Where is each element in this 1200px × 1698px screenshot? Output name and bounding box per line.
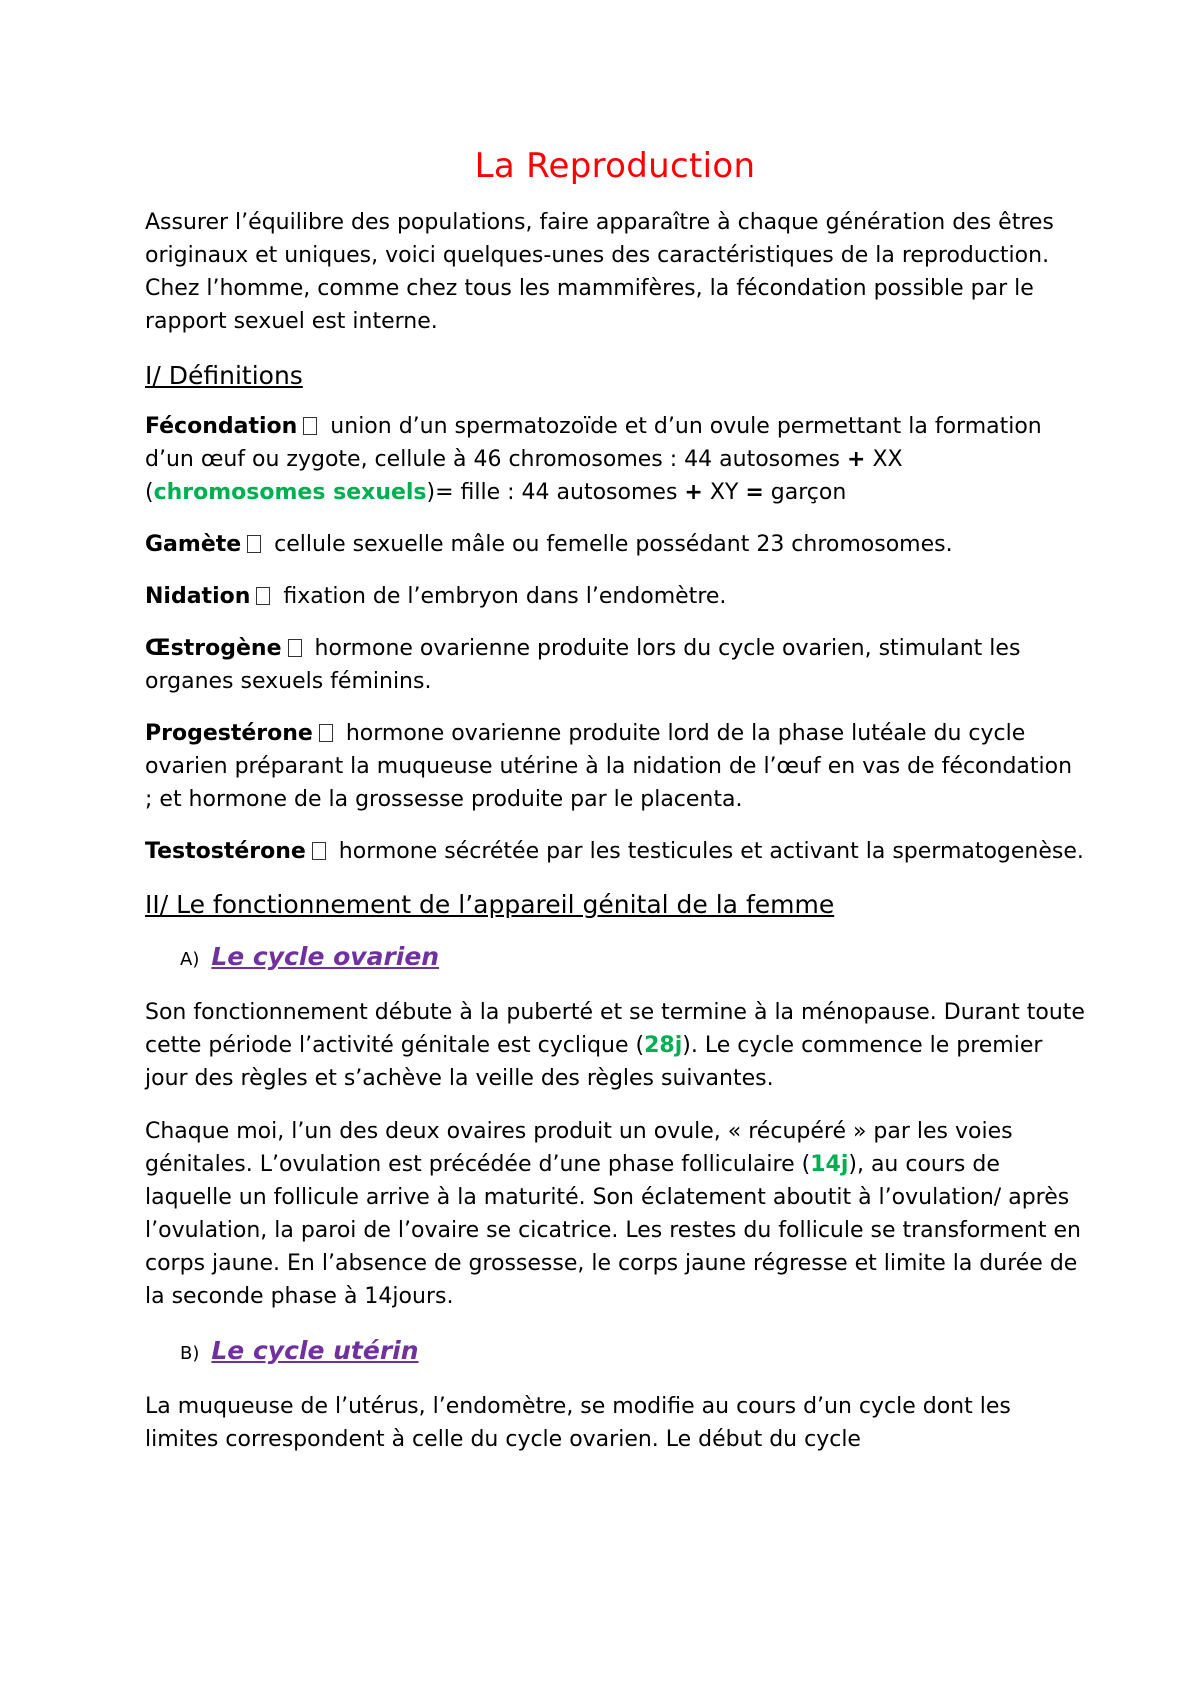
definition-text: XY [702,480,746,505]
page-title: La Reproduction [474,146,756,186]
definition-text: fixation de l’embryon dans l’endomètre. [276,584,727,609]
definition-term: Nidation [145,584,251,609]
definition-text: hormone ovarienne produite lors du cycle ovarien, stimulant les organes sexuels féminins. [145,636,1021,694]
definition-progesterone [145,717,1085,816]
arrow-icon [288,639,302,657]
definition-text: )= fille : 44 autosomes [426,480,685,505]
arrow-icon [247,535,261,553]
definition-nidation [145,580,1085,613]
equals-sign: = [745,480,764,505]
definition-fecondation [145,410,1085,509]
definition-text: cellule sexuelle mâle ou femelle possédant 23 chromosomes. [267,532,953,557]
definition-text: hormone sécrétée par les testicules et activant la spermatogenèse. [331,839,1084,864]
highlight-text: 28j [644,1033,683,1058]
subheading-letter: B) [180,1343,200,1364]
subheading-title: Le cycle utérin [211,1336,419,1365]
section-heading-appareil-genital: II/ Le fonctionnement de l’appareil génital de la femme [145,890,835,919]
definition-text: garçon [763,480,847,505]
cycle-ovarien-paragraph-1 [145,996,1085,1095]
highlight-text: 14j [810,1152,849,1177]
arrow-icon [303,417,317,435]
subheading-title: Le cycle ovarien [211,942,440,971]
definition-text: hormone ovarienne produite lord de la phase lutéale du cycle ovarien préparant la muqueuse utérine à la nidation de l’œuf en vas de fécondation ; et hormone de la grossesse produite par le placenta. [145,721,1073,812]
definition-term: Fécondation [145,414,298,439]
subheading-cycle-uterin [180,1333,1085,1372]
arrow-icon [312,842,326,860]
subheading-letter: A) [180,949,200,970]
section-heading-definitions: I/ Définitions [145,361,303,390]
definition-term: Œstrogène [145,636,282,661]
definition-term: Gamète [145,532,242,557]
highlight-text: chromosomes sexuels [153,480,427,505]
plus-sign: + [847,447,866,472]
definition-term: Testostérone [145,839,306,864]
definition-oestrogene [145,632,1085,698]
document-page [145,130,1085,1476]
definition-text: XX ( [145,447,903,505]
intro-paragraph: Assurer l’équilibre des populations, faire apparaître à chaque génération des êtres originaux et uniques, voici quelques-unes des caractéristiques de la reproduction. Chez l’homme, comme chez tous les mammifères, la fécondation possible par le rapport sexuel est interne. [145,210,1054,334]
subheading-cycle-ovarien [180,939,1085,978]
definition-gamete [145,528,1085,561]
plus-sign: + [684,480,703,505]
arrow-icon [319,724,333,742]
definition-term: Progestérone [145,721,313,746]
cycle-ovarien-paragraph-2 [145,1115,1085,1313]
definition-testosterone [145,835,1085,868]
arrow-icon [256,587,270,605]
cycle-uterin-paragraph-1: La muqueuse de l’utérus, l’endomètre, se modifie au cours d’un cycle dont les limites correspondent à celle du cycle ovarien. Le début du cycle [145,1394,1011,1452]
paragraph-text: Son fonctionnement débute à la puberté et se termine à la ménopause. Durant toute cette période l’activité génitale est cyclique ( [145,1000,1085,1058]
definition-text: union d’un spermatozoïde et d’un ovule permettant la formation d’un œuf ou zygote, cellule à 46 chromosomes : 44 autosomes [145,414,1042,472]
paragraph-text: Chaque moi, l’un des deux ovaires produit un ovule, « récupéré » par les voies génitales. L’ovulation est précédée d’une phase folliculaire ( [145,1119,1013,1177]
paragraph-text: ), au cours de laquelle un follicule arrive à la maturité. Son éclatement aboutit à l’ovulation/ après l’ovulation, la paroi de l’ovaire se cicatrice. Les restes du follicule se transforment en corps jaune. En l’absence de grossesse, le corps jaune régresse et limite la durée de la seconde phase à 14jours. [145,1152,1081,1309]
paragraph-text: ). Le cycle commence le premier jour des règles et s’achève la veille des règles suivantes. [145,1033,1043,1091]
